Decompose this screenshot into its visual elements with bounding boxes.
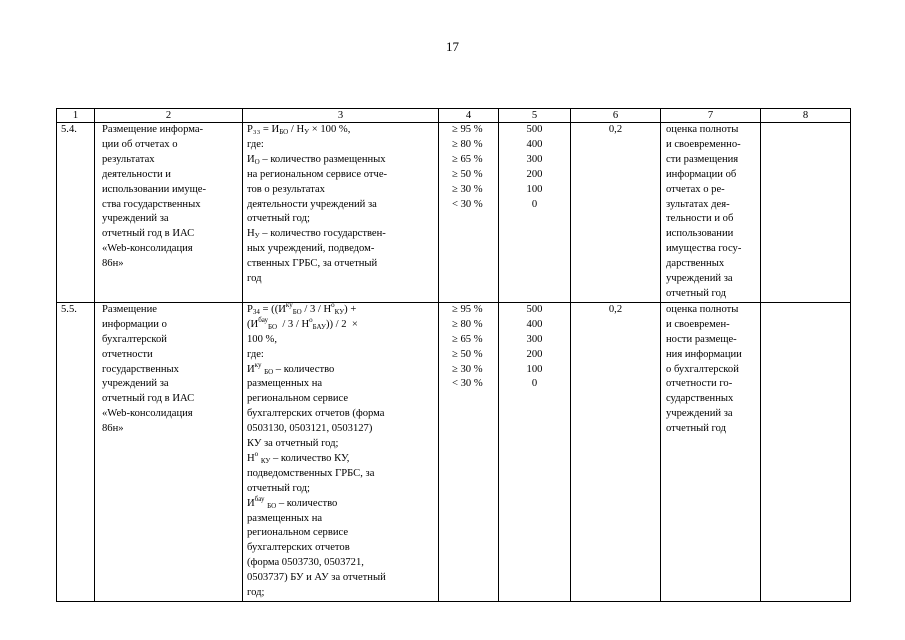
text-line: 0503737) БУ и АУ за отчетный (247, 572, 386, 584)
text-line: региональном сервисе (247, 393, 349, 405)
row-number: 5.4. (57, 123, 95, 303)
text-line: деятельности учреждений за (247, 198, 377, 210)
indicator-formula (243, 302, 439, 601)
score-values (499, 302, 571, 601)
text-line: подведомственных ГРБС, за (247, 467, 375, 479)
text-line: государственных (102, 363, 179, 375)
text-line: отчетный год; (247, 213, 310, 225)
text-line: ≥ 50 % (452, 348, 483, 360)
text-line: размещенных на (247, 512, 323, 524)
text-line: $Н_У$ – количество государствен- (247, 228, 386, 241)
table-row (57, 302, 851, 601)
header-cell: 8 (761, 109, 851, 123)
text-line: оценка полноты (666, 303, 739, 315)
table-row (57, 123, 851, 303)
text-line: тов о результатах (247, 183, 325, 195)
text-line: ≥ 95 % (452, 303, 483, 315)
text-line: и своевремен- (666, 318, 730, 330)
header-cell: 3 (243, 109, 439, 123)
text-line: 100 (526, 183, 543, 195)
text-line: 300 (526, 153, 543, 165)
text-line: использовании имуще- (102, 183, 207, 195)
text-line: 200 (526, 168, 543, 180)
text-line: имущества госу- (666, 243, 742, 255)
text-line: $И^{ку}$ $_{БО}$ – количество (247, 360, 335, 376)
text-line: $P_{33} = И_{БО} / Н_У \times 100$ %, (247, 124, 351, 136)
text-line: где: (247, 138, 264, 150)
row-number: 5.5. (57, 302, 95, 601)
text-line: ственных ГРБС, за отчетный (247, 258, 378, 270)
text-line: Размещение информа- (102, 124, 204, 135)
text-line: учреждений за (666, 273, 733, 285)
empty-cell (761, 123, 851, 303)
text-line: на региональном сервисе отче- (247, 168, 388, 180)
text-line: КУ за отчетный год; (247, 438, 339, 450)
text-line: зультатах дея- (666, 198, 730, 210)
table-header-row (57, 109, 851, 123)
text-line: дарственных (666, 258, 725, 270)
threshold-values (439, 302, 499, 601)
text-line: бухгалтерской (102, 333, 167, 345)
text-line: 0 (531, 378, 538, 390)
text-line: использовании (666, 228, 734, 240)
text-line: учреждений за (102, 378, 169, 390)
empty-cell (761, 302, 851, 601)
weight-value: 0,2 (571, 302, 661, 601)
page-number: 17 (446, 39, 459, 54)
indicator-purpose (661, 302, 761, 601)
text-line: 100 %, (247, 333, 278, 345)
text-line: учреждений за (666, 408, 733, 420)
header-cell: 6 (571, 109, 661, 123)
indicator-name (95, 123, 243, 303)
text-line: ≥ 50 % (452, 168, 483, 180)
text-line: $Р_{34} = ((И^{ку}_{БО} / 3 / Н^о_{КУ})$ + (247, 300, 357, 316)
text-line: ства государственных (102, 198, 201, 210)
text-line: сударственных (666, 393, 734, 405)
text-line: ных учреждений, подведом- (247, 243, 375, 255)
text-line: тельности и об (666, 213, 734, 225)
text-line: год; (247, 587, 265, 599)
text-line: $Н^о$ $_{КУ}$ – количество КУ, (247, 449, 350, 465)
text-line: результатах (102, 153, 155, 165)
text-line: бухгалтерских отчетов (247, 542, 350, 554)
text-line: $И^{бау}$ $_{БО}$ – количество (247, 494, 338, 510)
text-line: информации о (102, 318, 167, 330)
text-line: и своевременно- (666, 138, 741, 150)
text-line: 200 (526, 348, 543, 360)
text-line: ≥ 65 % (452, 153, 483, 165)
threshold-values (439, 123, 499, 303)
text-line: информации об (666, 168, 737, 180)
text-line: учреждений за (102, 213, 169, 225)
indicator-purpose (661, 123, 761, 303)
header-cell: 5 (499, 109, 571, 123)
text-line: 400 (526, 318, 543, 330)
text-line: отчетный год в ИАС (102, 393, 195, 405)
text-line: < 30 % (452, 378, 483, 390)
text-line: 0 (531, 198, 538, 210)
text-line: региональном сервисе (247, 527, 349, 539)
header-cell: 2 (95, 109, 243, 123)
criteria-table (56, 108, 851, 602)
text-line: деятельности и (102, 168, 171, 180)
score-values (499, 123, 571, 303)
text-line: ≥ 95 % (452, 124, 483, 135)
indicator-name (95, 302, 243, 601)
text-line: «Web-консолидация (102, 408, 193, 420)
text-line: где: (247, 348, 264, 360)
text-line: 500 (526, 124, 543, 135)
text-line: сти размещения (666, 153, 739, 165)
text-line: 100 (526, 363, 543, 375)
text-line: отчетности (102, 348, 153, 360)
text-line: отчетный год в ИАС (102, 228, 195, 240)
text-line: ≥ 80 % (452, 138, 483, 150)
text-line: отчетный год (666, 423, 727, 435)
text-line: 300 (526, 333, 543, 345)
text-line: 86н» (102, 423, 124, 435)
text-line: отчетный год; (247, 482, 310, 494)
text-line: бухгалтерских отчетов (форма (247, 408, 385, 420)
text-line: 500 (526, 303, 543, 315)
header-cell: 7 (661, 109, 761, 123)
text-line: размещенных на (247, 378, 323, 390)
text-line: ≥ 80 % (452, 318, 483, 330)
text-line: «Web-консолидация (102, 243, 193, 255)
text-line: < 30 % (452, 198, 483, 210)
text-line: $(И^{бау}_{БО} / 3 / Н^о_{БАУ})) / 2$ × (247, 315, 358, 331)
text-line: отчетах о ре- (666, 183, 725, 195)
text-line: отчетности го- (666, 378, 733, 390)
header-cell: 4 (439, 109, 499, 123)
text-line: (форма 0503730, 0503721, (247, 557, 364, 569)
weight-value: 0,2 (571, 123, 661, 303)
text-line: ≥ 65 % (452, 333, 483, 345)
text-line: Размещение (102, 303, 157, 315)
text-line: 400 (526, 138, 543, 150)
text-line: 86н» (102, 258, 124, 270)
text-line: ности размеще- (666, 333, 737, 345)
text-line: ния информации (666, 348, 742, 360)
text-line: ции об отчетах о (102, 138, 178, 150)
text-line: год (247, 273, 262, 285)
text-line: оценка полноты (666, 124, 739, 135)
text-line: 0503130, 0503121, 0503127) (247, 423, 373, 435)
indicator-formula (243, 123, 439, 303)
text-line: о бухгалтерской (666, 363, 739, 375)
text-line: ≥ 30 % (452, 363, 483, 375)
header-cell: 1 (57, 109, 95, 123)
text-line: отчетный год (666, 287, 727, 299)
text-line: ≥ 30 % (452, 183, 483, 195)
text-line: $И_О$ – количество размещенных (247, 153, 386, 166)
